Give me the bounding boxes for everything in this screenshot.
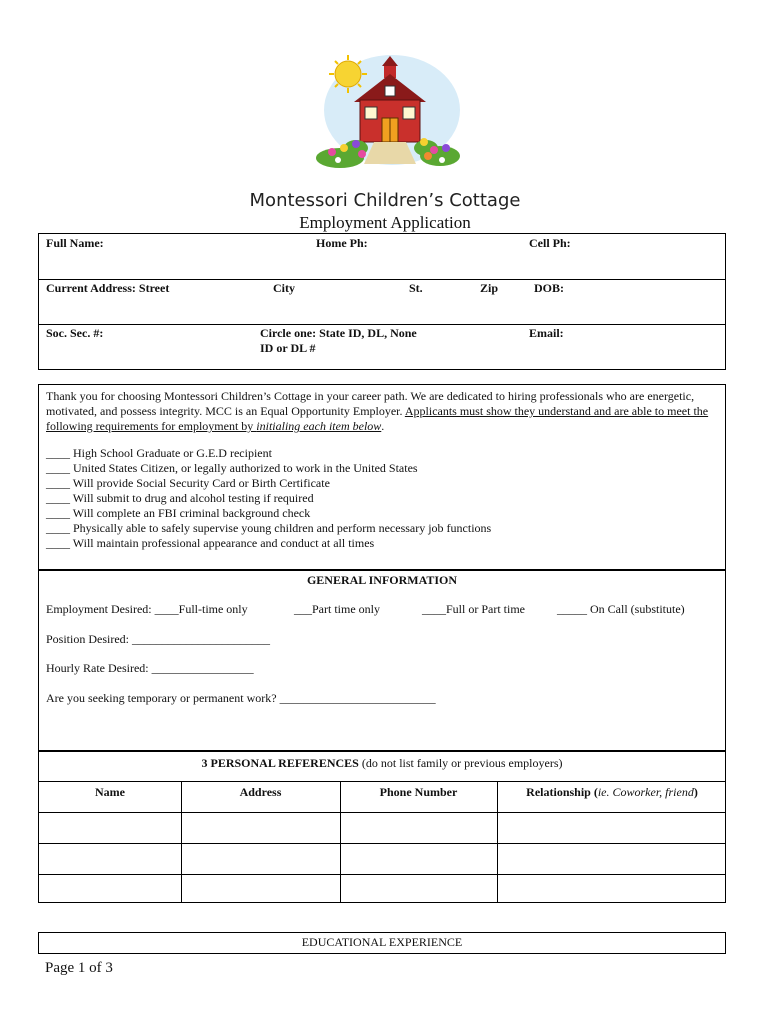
- id-number-label: ID or DL #: [260, 341, 316, 355]
- references-heading: [39, 756, 725, 771]
- requirement-item: ____ Physically able to safely supervise young children and perform necessary job functions: [46, 521, 492, 535]
- form-title: Employment Application: [299, 213, 471, 232]
- table-row: [39, 812, 725, 843]
- cell-phone-label: Cell Ph:: [529, 236, 571, 250]
- requirement-item: ____ Will maintain professional appearance and conduct at all times: [46, 536, 375, 550]
- general-info-heading: GENERAL INFORMATION: [306, 573, 458, 587]
- schoolhouse-logo: [312, 52, 462, 180]
- col-name-header: Name: [95, 785, 125, 799]
- hourly-rate-field: Hourly Rate Desired: _________________: [46, 661, 254, 675]
- references-heading-bold: 3 PERSONAL REFERENCES: [201, 756, 359, 770]
- dob-label: DOB:: [534, 281, 564, 295]
- current-address-label: Current Address: Street: [46, 281, 170, 295]
- relationship-label: Relationship (: [526, 785, 598, 799]
- position-desired-field: Position Desired: _______________________: [46, 632, 270, 646]
- general-info-box: [38, 570, 726, 751]
- employment-on-call-option: _____ On Call (substitute): [557, 602, 685, 616]
- ssn-label: Soc. Sec. #:: [46, 326, 104, 340]
- page-number: Page 1 of 3: [45, 960, 113, 976]
- references-table: [38, 751, 726, 903]
- intro-paragraph: [46, 389, 722, 434]
- col-phone-header: Phone Number: [379, 785, 458, 799]
- temp-perm-field: Are you seeking temporary or permanent work? __________________________: [46, 691, 436, 705]
- requirement-item: ____ High School Graduate or G.E.D recipient: [46, 446, 272, 460]
- city-label: City: [273, 281, 295, 295]
- relationship-example: ie. Coworker, friend: [597, 785, 694, 799]
- references-heading-note: (do not list family or previous employers): [358, 756, 563, 770]
- intro-italic-text: initialing each item below: [256, 419, 382, 433]
- employment-part-time-option: ___Part time only: [294, 602, 380, 616]
- requirement-item: ____ Will provide Social Security Card or Birth Certificate: [46, 476, 330, 490]
- education-box: [38, 932, 726, 954]
- col-address-header: Address: [239, 785, 282, 799]
- relationship-end: ): [693, 785, 698, 799]
- employment-full-or-part-option: ____Full or Part time: [422, 602, 525, 616]
- state-label: St.: [409, 281, 423, 295]
- intro-underlined-text: Applicants must show they understand and are able to meet the following requirements for employment by: [46, 404, 709, 433]
- requirements-box: [38, 384, 726, 570]
- education-heading: EDUCATIONAL EXPERIENCE: [301, 935, 463, 949]
- zip-label: Zip: [480, 281, 499, 295]
- email-label: Email:: [529, 326, 564, 340]
- intro-text: Thank you for choosing Montessori Children’s Cottage in your career path. We are dedicated to hiring professionals who are energetic, motivated, and possess integrity. MCC is an Equal Opportunity Employer.: [46, 389, 695, 418]
- requirement-item: ____ United States Citizen, or legally authorized to work in the United States: [46, 461, 418, 475]
- requirement-item: ____ Will complete an FBI criminal background check: [46, 506, 311, 520]
- table-row: [39, 874, 725, 903]
- personal-info-box: [38, 233, 726, 370]
- full-name-label: Full Name:: [46, 236, 104, 250]
- col-relationship-header: [497, 785, 727, 800]
- home-phone-label: Home Ph:: [316, 236, 368, 250]
- table-row: [39, 843, 725, 874]
- id-type-label: Circle one: State ID, DL, None: [260, 326, 417, 340]
- school-name: Montessori Children’s Cottage: [249, 190, 521, 211]
- intro-end: .: [381, 419, 385, 433]
- requirement-item: ____ Will submit to drug and alcohol testing if required: [46, 491, 314, 505]
- employment-full-time-option: Employment Desired: ____Full-time only: [46, 602, 248, 616]
